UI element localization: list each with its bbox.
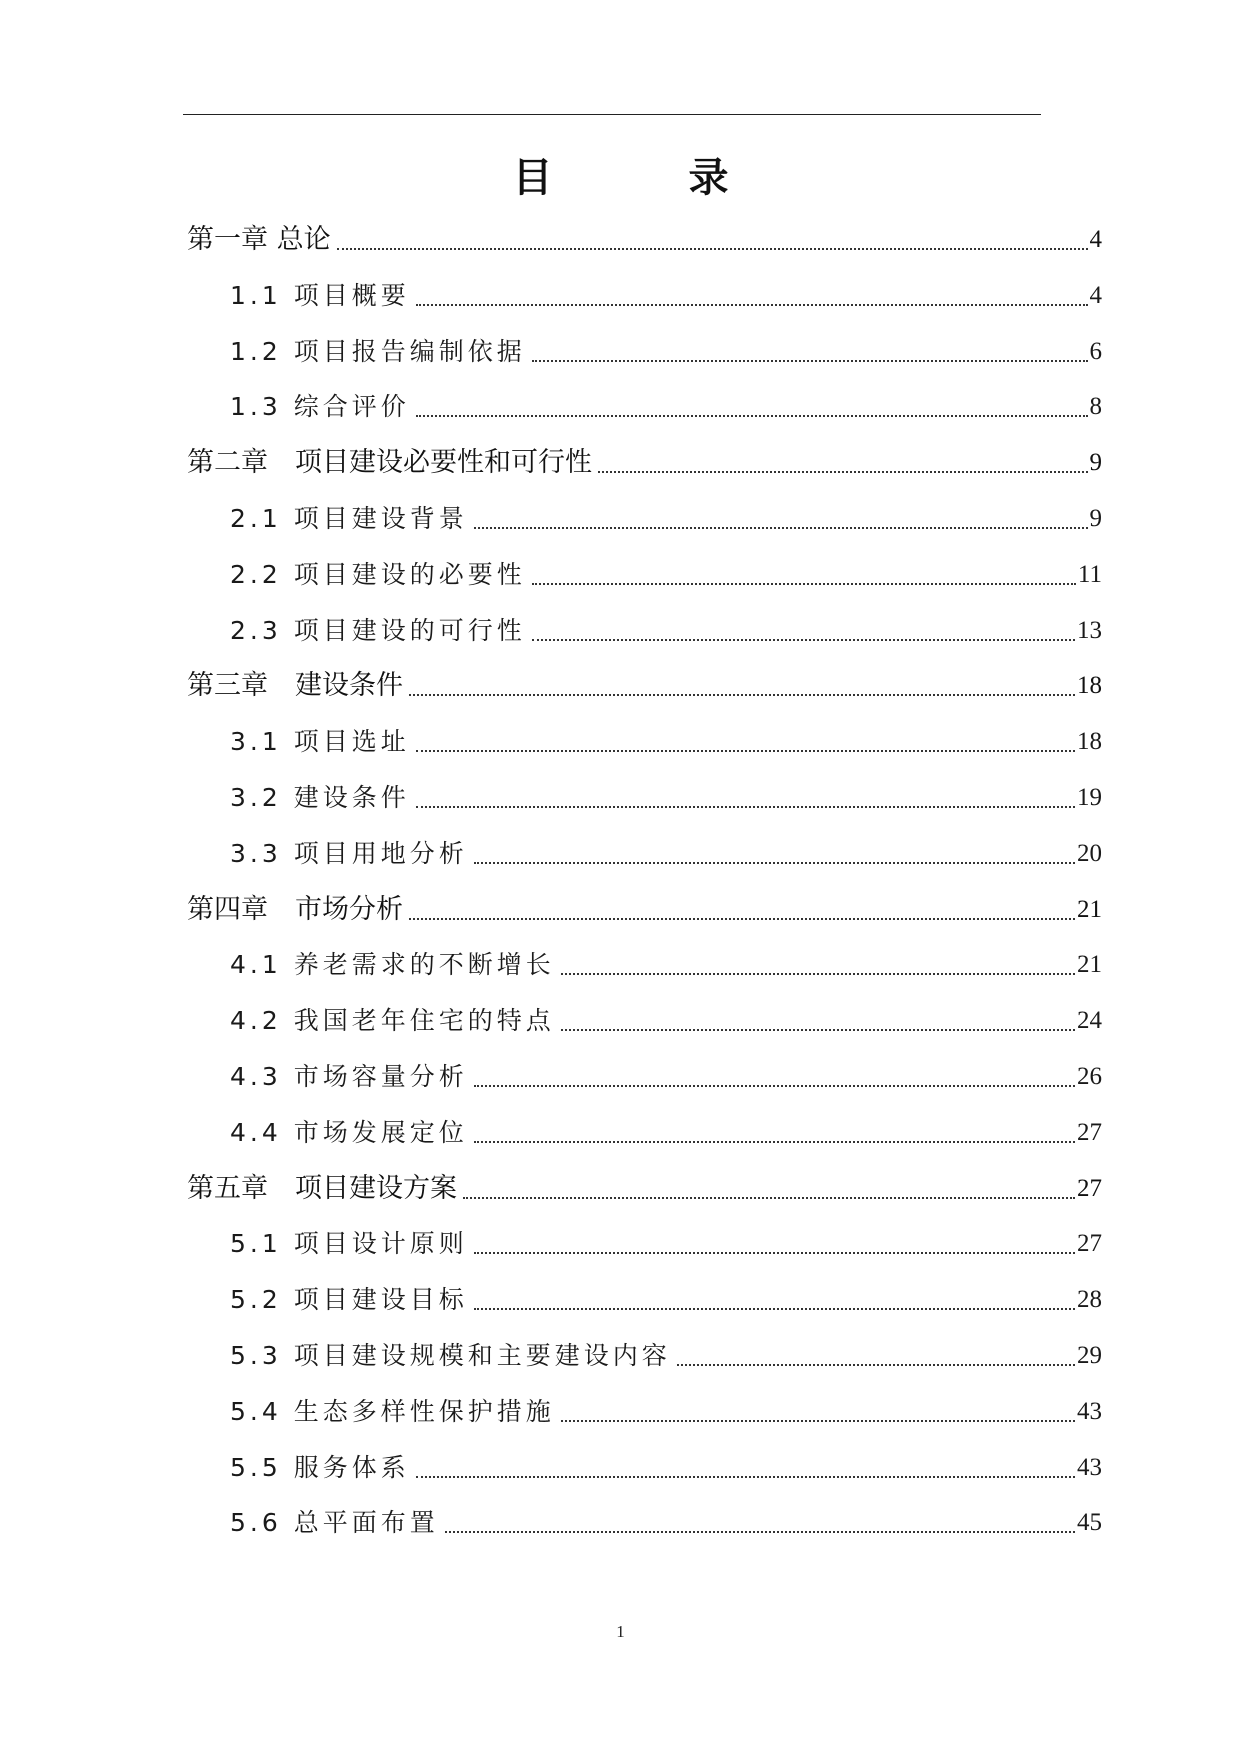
toc-section-entry[interactable]: [230, 611, 1102, 651]
toc-entry-page: 43: [1077, 1398, 1102, 1425]
toc-entry-title: 5.2 项目建设目标: [230, 1285, 468, 1314]
dot-leader: [463, 1197, 1075, 1199]
dot-leader: [532, 639, 1075, 641]
toc-title: 目 录: [512, 155, 777, 201]
dot-leader: [416, 750, 1075, 752]
toc-entry-page: 21: [1077, 951, 1102, 978]
toc-section-entry[interactable]: [230, 1448, 1102, 1488]
toc-entry-page: 28: [1077, 1286, 1102, 1313]
toc-entry-title: 第五章 项目建设方案: [187, 1173, 457, 1204]
dot-leader: [474, 1252, 1075, 1254]
toc-entry-title: 5.5 服务体系: [230, 1453, 410, 1482]
toc-entry-title: 5.3 项目建设规模和主要建设内容: [230, 1341, 671, 1370]
toc-section-entry[interactable]: [230, 1057, 1102, 1097]
dot-leader: [474, 1141, 1075, 1143]
toc-entry-page: 27: [1077, 1175, 1102, 1202]
toc-entry-page: 11: [1077, 561, 1102, 588]
toc-entry-title: 5.4 生态多样性保护措施: [230, 1397, 555, 1426]
toc-entry-title: 3.3 项目用地分析: [230, 839, 468, 868]
dot-leader: [561, 1420, 1075, 1422]
toc-entry-title: 4.2 我国老年住宅的特点: [230, 1006, 555, 1035]
toc-entry-page: 43: [1077, 1454, 1102, 1481]
toc-section-entry[interactable]: [230, 1113, 1102, 1153]
dot-leader: [474, 1308, 1075, 1310]
toc-section-entry[interactable]: [230, 1392, 1102, 1432]
toc-entry-title: 3.1 项目选址: [230, 727, 410, 756]
dot-leader: [416, 304, 1088, 306]
toc-entry-title: 2.2 项目建设的必要性: [230, 560, 526, 589]
toc-entry-page: 18: [1077, 728, 1102, 755]
toc-section-entry[interactable]: [230, 834, 1102, 874]
toc-entry-page: 4: [1089, 226, 1102, 253]
toc-entry-page: 18: [1077, 672, 1102, 699]
toc-section-entry[interactable]: [230, 945, 1102, 985]
toc-entry-page: 26: [1077, 1063, 1102, 1090]
toc-entry-title: 第一章 总论: [187, 224, 331, 255]
dot-leader: [416, 806, 1075, 808]
dot-leader: [474, 1085, 1075, 1087]
toc-entry-page: 45: [1077, 1509, 1102, 1536]
dot-leader: [598, 471, 1088, 473]
dot-leader: [532, 583, 1076, 585]
toc-section-entry[interactable]: [230, 276, 1102, 316]
toc-chapter-entry[interactable]: [187, 220, 1102, 260]
dot-leader: [677, 1364, 1075, 1366]
toc-entry-title: 第三章 建设条件: [187, 670, 403, 701]
toc-entry-page: 27: [1077, 1230, 1102, 1257]
toc-entry-page: 24: [1077, 1007, 1102, 1034]
toc-section-entry[interactable]: [230, 555, 1102, 595]
dot-leader: [474, 862, 1075, 864]
toc-chapter-entry[interactable]: [187, 666, 1102, 706]
dot-leader: [409, 694, 1075, 696]
toc-section-entry[interactable]: [230, 387, 1102, 427]
toc-section-entry[interactable]: [230, 332, 1102, 372]
toc-chapter-entry[interactable]: [187, 890, 1102, 930]
toc-entry-title: 5.6 总平面布置: [230, 1508, 439, 1537]
toc-entry-page: 13: [1077, 617, 1102, 644]
toc-entry-page: 29: [1077, 1342, 1102, 1369]
toc-entry-page: 27: [1077, 1119, 1102, 1146]
toc-chapter-entry[interactable]: [187, 443, 1102, 483]
toc-section-entry[interactable]: [230, 1336, 1102, 1376]
dot-leader: [445, 1531, 1075, 1533]
toc-section-entry[interactable]: [230, 1503, 1102, 1543]
toc-entry-title: 1.3 综合评价: [230, 392, 410, 421]
toc-entry-page: 6: [1089, 338, 1102, 365]
dot-leader: [409, 918, 1075, 920]
toc-section-entry[interactable]: [230, 1001, 1102, 1041]
toc-section-entry[interactable]: [230, 1224, 1102, 1264]
toc-entry-title: 3.2 建设条件: [230, 783, 410, 812]
toc-entry-title: 2.1 项目建设背景: [230, 504, 468, 533]
toc-entry-page: 20: [1077, 840, 1102, 867]
toc-chapter-entry[interactable]: [187, 1169, 1102, 1209]
toc-entry-title: 1.1 项目概要: [230, 281, 410, 310]
toc-entry-page: 19: [1077, 784, 1102, 811]
toc-entry-page: 21: [1077, 896, 1102, 923]
toc-entry-page: 9: [1089, 449, 1102, 476]
toc-entry-title: 4.1 养老需求的不断增长: [230, 950, 555, 979]
dot-leader: [416, 415, 1088, 417]
toc-section-entry[interactable]: [230, 1280, 1102, 1320]
dot-leader: [561, 973, 1075, 975]
toc-entry-page: 8: [1089, 393, 1102, 420]
toc-entry-title: 第二章 项目建设必要性和可行性: [187, 447, 592, 478]
dot-leader: [532, 360, 1088, 362]
toc-section-entry[interactable]: [230, 778, 1102, 818]
toc-entry-title: 2.3 项目建设的可行性: [230, 616, 526, 645]
toc-entry-title: 5.1 项目设计原则: [230, 1229, 468, 1258]
dot-leader: [416, 1476, 1075, 1478]
toc-entry-page: 4: [1089, 282, 1102, 309]
toc-section-entry[interactable]: [230, 722, 1102, 762]
toc-entry-title: 4.4 市场发展定位: [230, 1118, 468, 1147]
toc-entry-title: 1.2 项目报告编制依据: [230, 337, 526, 366]
page-number: 1: [616, 1622, 625, 1641]
dot-leader: [474, 527, 1088, 529]
dot-leader: [561, 1029, 1075, 1031]
toc-entry-title: 第四章 市场分析: [187, 894, 403, 925]
toc-entry-title: 4.3 市场容量分析: [230, 1062, 468, 1091]
toc-entry-page: 9: [1089, 505, 1102, 532]
dot-leader: [337, 248, 1088, 250]
toc-section-entry[interactable]: [230, 499, 1102, 539]
